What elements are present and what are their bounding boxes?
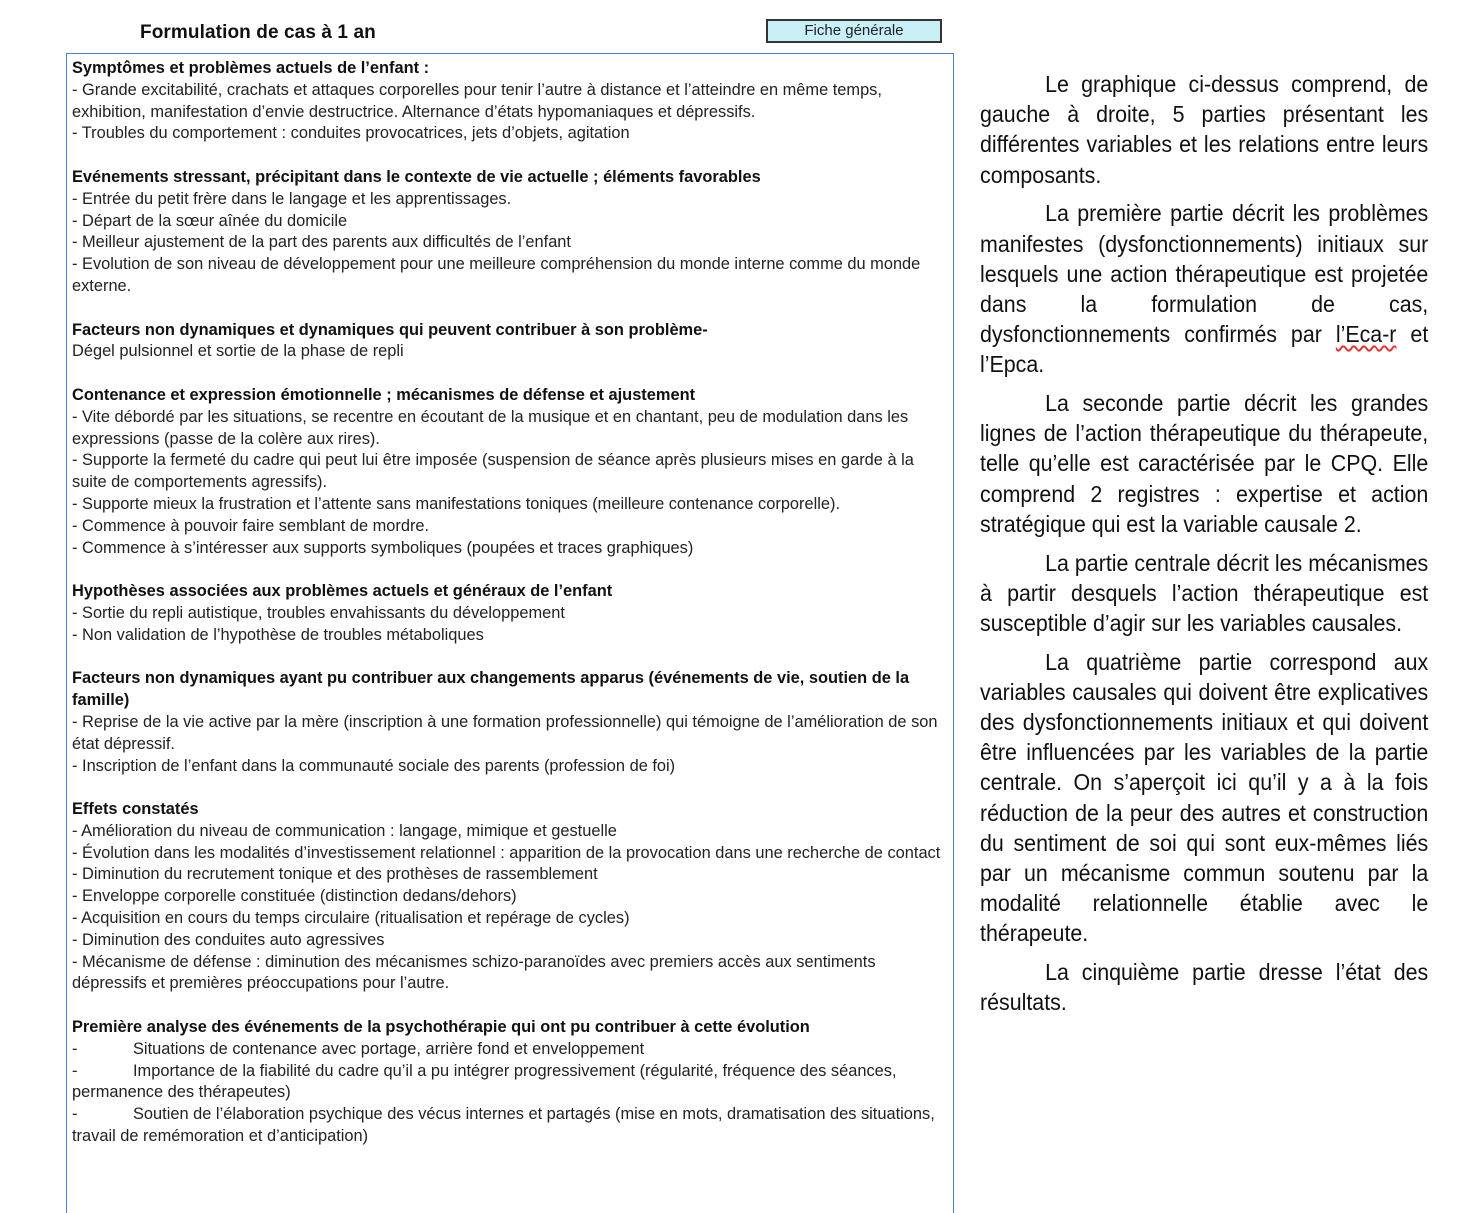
tab-dash: -	[72, 1061, 78, 1080]
section-title: Hypothèses associées aux problèmes actuels et généraux de l’enfant	[72, 582, 613, 601]
commentary-text	[980, 69, 1428, 1026]
section-line: - Evolution de son niveau de développement pour une meilleure compréhension du monde interne comme du monde externe.	[72, 255, 921, 295]
section-title: Evénements stressant, précipitant dans le contexte de vie actuelle ; éléments favorables	[72, 167, 761, 186]
fiche-generale-button[interactable]: Fiche générale	[766, 19, 942, 43]
section-line: Dégel pulsionnel et sortie de la phase de repli	[72, 342, 404, 361]
tab-dash: -	[72, 1039, 78, 1058]
section-line	[72, 1039, 952, 1061]
section-line	[72, 1061, 952, 1105]
section-title: Symptômes et problèmes actuels de l’enfant :	[72, 59, 430, 77]
section-line-text: Situations de contenance avec portage, arrière fond et enveloppement	[133, 1039, 645, 1058]
section-line: - Mécanisme de défense : diminution des mécanismes schizo-paranoïdes avec premiers accès aux sentiments dépressifs et premières préoccupations pour l’autre.	[72, 952, 876, 993]
case-section	[72, 167, 952, 298]
section-line: - Vite débordé par les situations, se recentre en écoutant de la musique et en chantant, peu de modulation dans les expressions (passe de la colère aux rires).	[72, 407, 909, 448]
commentary-paragraph: La partie centrale décrit les mécanismes à partir desquels l’action thérapeutique est susceptible d’agir sur les variables causales.	[980, 549, 1429, 636]
case-section	[72, 320, 952, 364]
commentary-paragraph: La seconde partie décrit les grandes lignes de l’action thérapeutique du thérapeute, telle qu’elle est caractérisée par le CPQ. Elle comprend 2 registres : expertise et action stratégique qui est la variable causale 2.	[980, 390, 1429, 537]
section-line: - Commence à s’intéresser aux supports symboliques (poupées et traces graphiques)	[72, 538, 694, 557]
section-title: Effets constatés	[72, 800, 199, 819]
commentary-paragraph-text: La première partie décrit les problèmes manifestes (dysfonctionnements) initiaux sur lesquels une action thérapeutique est projetée dans la formulation de cas, dysfonctionnements confirmés par	[980, 200, 1429, 348]
section-line: - Diminution du recrutement tonique et des prothèses de rassemblement	[72, 865, 598, 884]
section-line: - Meilleur ajustement de la part des parents aux difficultés de l’enfant	[72, 233, 571, 252]
section-line: - Troubles du comportement : conduites provocatrices, jets d’objets, agitation	[72, 124, 630, 143]
section-line-text: Importance de la fiabilité du cadre qu’il a pu intégrer progressivement (régularité, fréquence des séances, permanence des thérapeutes)	[72, 1061, 897, 1102]
section-line: - Sortie du repli autistique, troubles envahissants du développement	[72, 603, 565, 622]
spellcheck-flagged-word[interactable]: l’Eca-r	[1335, 321, 1397, 348]
section-line: - Inscription de l’enfant dans la communauté sociale des parents (profession de foi)	[72, 756, 676, 775]
section-line: - Grande excitabilité, crachats et attaques corporelles pour tenir l’autre à distance et l’atteindre en même temps, exhibition, manifestation d’envie destructrice. Alternance d’états hypomaniaques et dépressifs.	[72, 80, 882, 121]
section-line: - Reprise de la vie active par la mère (inscription à une formation professionnelle) qui témoigne de l’amélioration de son état dépressif.	[72, 712, 938, 753]
commentary-paragraph	[980, 198, 1428, 379]
case-section	[72, 58, 952, 145]
section-line: - Entrée du petit frère dans le langage et les apprentissages.	[72, 189, 512, 208]
case-section	[72, 668, 952, 777]
section-title: Facteurs non dynamiques et dynamiques qui peuvent contribuer à son problème-	[72, 320, 708, 339]
section-title: Première analyse des événements de la psychothérapie qui ont pu contribuer à cette évolution	[72, 1018, 810, 1037]
section-line: - Acquisition en cours du temps circulaire (ritualisation et repérage de cycles)	[72, 909, 630, 928]
page-title: Formulation de cas à 1 an	[140, 22, 376, 43]
commentary-paragraph: La cinquième partie dresse l’état des résultats.	[980, 959, 1429, 1016]
section-line: - Non validation de l’hypothèse de troubles métaboliques	[72, 625, 484, 644]
commentary-paragraph: Le graphique ci-dessus comprend, de gauche à droite, 5 parties présentant les différentes variables et les relations entre leurs composants.	[980, 71, 1429, 188]
section-line: - Commence à pouvoir faire semblant de mordre.	[72, 516, 430, 535]
tab-dash: -	[72, 1105, 78, 1124]
section-line: - Diminution des conduites auto agressives	[72, 930, 385, 949]
case-formulation-content	[72, 58, 952, 1170]
section-line-text: Soutien de l’élaboration psychique des vécus internes et partagés (mise en mots, dramatisation des situations, travail de remémoration et d’anticipation)	[72, 1105, 935, 1146]
section-line: - Départ de la sœur aînée du domicile	[72, 211, 348, 230]
commentary-paragraph-tail: et l’Epca.	[980, 321, 1429, 378]
section-line	[72, 1104, 952, 1148]
case-section	[72, 385, 952, 559]
commentary-paragraph: La quatrième partie correspond aux variables causales qui doivent être explicatives des dysfonctionnements initiaux et qui doivent être influencées par les variables de la partie centrale. On s’aperçoit ici qu’il y a à la fois réduction de la peur des autres et construction du sentiment de soi qui sont eux-mêmes liés par un mécanisme commun soutenu par la modalité relationnelle établie avec le thérapeute.	[980, 648, 1429, 947]
case-section	[72, 799, 952, 995]
section-title: Contenance et expression émotionnelle ; mécanismes de défense et ajustement	[72, 385, 696, 404]
case-section	[72, 1017, 952, 1148]
section-line: - Amélioration du niveau de communication : langage, mimique et gestuelle	[72, 821, 617, 840]
section-line: - Supporte la fermeté du cadre qui peut lui être imposée (suspension de séance après plusieurs mises en garde à la suite de comportements agressifs).	[72, 451, 914, 492]
section-line: - Évolution dans les modalités d’investissement relationnel : apparition de la provocation dans une recherche de contact	[72, 843, 941, 862]
section-line: - Enveloppe corporelle constituée (distinction dedans/dehors)	[72, 887, 517, 906]
case-section	[72, 581, 952, 646]
section-title: Facteurs non dynamiques ayant pu contribuer aux changements apparus (événements de vie, soutien de la famille)	[72, 669, 910, 710]
section-line: - Supporte mieux la frustration et l’attente sans manifestations toniques (meilleure contenance corporelle).	[72, 494, 841, 513]
